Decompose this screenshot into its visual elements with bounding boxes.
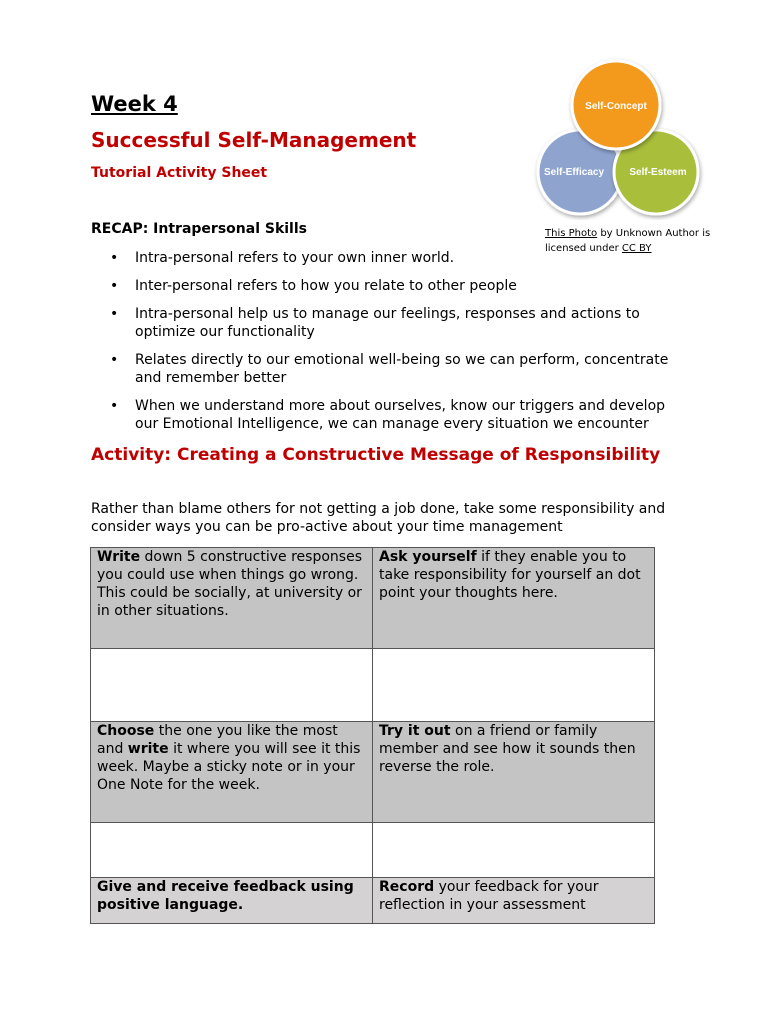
cell-bold: Give and receive feedback using positive language. (97, 879, 354, 913)
caption-text: by Unknown Author is licensed under (545, 228, 711, 254)
cell-bold: Try it out (379, 723, 451, 739)
table-row (91, 649, 655, 722)
response-cell[interactable] (91, 649, 373, 722)
cell-text: it where you will see it this week. Maybe a sticky note or in your One Note for the week. (97, 741, 361, 793)
bullet-glyph: • (110, 250, 119, 266)
list-item-text: Intra-personal refers to your own inner world. (135, 250, 455, 266)
bullet-glyph: • (110, 278, 119, 294)
venn-label-self-concept: Self-Concept (585, 101, 647, 112)
activity-table (90, 547, 655, 924)
week-heading: Week 4 (91, 92, 178, 116)
recap-list (110, 249, 670, 443)
try-it-out-cell[interactable] (373, 823, 655, 878)
cell-bold: Write (97, 549, 141, 565)
page-subtitle: Tutorial Activity Sheet (91, 165, 268, 181)
table-row (91, 823, 655, 878)
list-item-text: Inter-personal refers to how you relate to other people (135, 278, 517, 294)
cell-bold: Ask yourself (379, 549, 477, 565)
table-row (91, 548, 655, 649)
page-title: Successful Self-Management (91, 128, 417, 152)
photo-link[interactable]: This Photo (545, 228, 598, 239)
activity-heading: Activity: Creating a Constructive Message of Responsibility (91, 445, 661, 465)
chosen-response-cell[interactable] (91, 823, 373, 878)
bullet-glyph: • (110, 398, 119, 414)
thoughts-cell[interactable] (373, 649, 655, 722)
venn-label-self-esteem: Self-Esteem (629, 167, 687, 178)
table-cell (373, 722, 655, 823)
list-item (110, 397, 670, 433)
license-link[interactable]: CC BY (621, 243, 652, 254)
bullet-glyph: • (110, 306, 119, 322)
venn-label-self-efficacy: Self-Efficacy (543, 167, 605, 178)
cell-text: the one you like the most and (97, 723, 338, 757)
cell-bold: Record (379, 879, 435, 895)
self-concept-venn-diagram (528, 55, 708, 220)
list-item (110, 351, 670, 387)
cell-bold: Choose (97, 723, 155, 739)
list-item-text: Relates directly to our emotional well-being so we can perform, concentrate and remember better (135, 352, 669, 386)
cell-bold: write (127, 741, 169, 757)
recap-heading: RECAP: Intrapersonal Skills (91, 221, 307, 237)
table-cell (91, 878, 373, 924)
list-item (110, 277, 670, 295)
table-cell (91, 722, 373, 823)
cell-text: if they enable you to take responsibility for yourself an dot point your thoughts here. (379, 549, 641, 601)
cell-text: on a friend or family member and see how it sounds then reverse the role. (379, 723, 636, 775)
list-item (110, 249, 670, 267)
list-item-text: When we understand more about ourselves, know our triggers and develop our Emotional Intelligence, we can manage every situation we encounter (135, 398, 666, 432)
bullet-glyph: • (110, 352, 119, 368)
table-cell (373, 878, 655, 924)
table-row (91, 722, 655, 823)
cell-text: your feedback for your reflection in your assessment (379, 879, 599, 913)
table-row (91, 878, 655, 924)
activity-intro: Rather than blame others for not getting a job done, take some responsibility and consider ways you can be pro-active about your time management (91, 501, 666, 535)
cell-text: down 5 constructive responses you could use when things go wrong. This could be socially, at university or in other situations. (97, 549, 362, 619)
table-cell (373, 548, 655, 649)
list-item-text: Intra-personal help us to manage our feelings, responses and actions to optimize our functionality (135, 306, 640, 340)
table-cell (91, 548, 373, 649)
list-item (110, 305, 670, 341)
